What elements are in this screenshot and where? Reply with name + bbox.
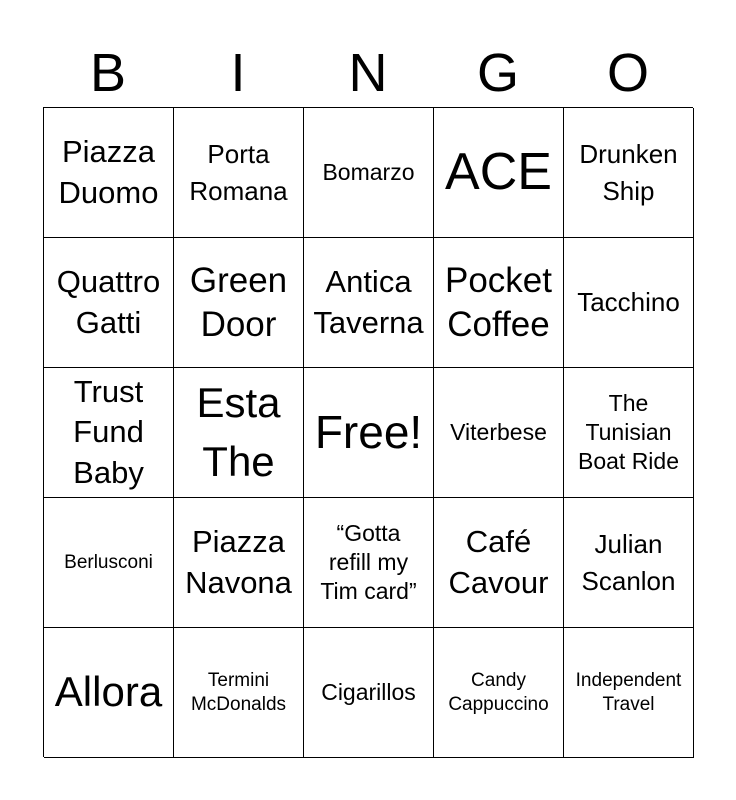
bingo-cell-r2-c4[interactable] bbox=[564, 368, 694, 498]
bingo-cell-r0-c3[interactable] bbox=[434, 108, 564, 238]
cell-text: Bomarzo bbox=[322, 159, 415, 186]
bingo-cell-r0-c4[interactable] bbox=[564, 108, 694, 238]
cell-text: Café Cavour bbox=[448, 524, 549, 600]
bingo-cell-r3-c4[interactable] bbox=[564, 498, 694, 628]
bingo-cell-r1-c1[interactable] bbox=[174, 238, 304, 368]
bingo-cell-r0-c0[interactable] bbox=[44, 108, 174, 238]
bingo-cell-r4-c3[interactable] bbox=[434, 628, 564, 758]
bingo-cell-r3-c0[interactable] bbox=[44, 498, 174, 628]
bingo-cell-r3-c1[interactable] bbox=[174, 498, 304, 628]
bingo-cell-r0-c1[interactable] bbox=[174, 108, 304, 238]
bingo-cell-r0-c2[interactable] bbox=[304, 108, 434, 238]
cell-text: Pocket Coffee bbox=[445, 260, 552, 344]
bingo-cell-r4-c0[interactable] bbox=[44, 628, 174, 758]
cell-text: Piazza Navona bbox=[185, 524, 292, 600]
header-letter-o: O bbox=[606, 43, 649, 103]
cell-text: Drunken Ship bbox=[579, 139, 678, 206]
bingo-cell-r2-c2[interactable] bbox=[304, 368, 434, 498]
cell-text: Antica Taverna bbox=[313, 264, 424, 340]
bingo-cell-r1-c0[interactable] bbox=[44, 238, 174, 368]
cell-text: Porta Romana bbox=[189, 139, 288, 206]
cell-text: Termini McDonalds bbox=[190, 669, 287, 715]
cell-text: Esta The bbox=[196, 378, 281, 485]
bingo-cell-r4-c4[interactable] bbox=[564, 628, 694, 758]
bingo-cell-r3-c3[interactable] bbox=[434, 498, 564, 628]
cell-text: Viterbese bbox=[450, 419, 547, 446]
cell-text: Cigarillos bbox=[321, 679, 416, 706]
cell-text: Candy Cappuccino bbox=[448, 669, 549, 715]
bingo-board bbox=[43, 107, 693, 757]
cell-text: Allora bbox=[54, 668, 163, 716]
bingo-header bbox=[43, 38, 693, 108]
header-letter-i: I bbox=[230, 43, 246, 103]
cell-text: The Tunisian Boat Ride bbox=[577, 390, 679, 474]
cell-text: Tacchino bbox=[577, 287, 680, 318]
bingo-cell-r4-c2[interactable] bbox=[304, 628, 434, 758]
bingo-cell-r2-c0[interactable] bbox=[44, 368, 174, 498]
header-letter-n: N bbox=[348, 43, 388, 103]
bingo-cell-r1-c3[interactable] bbox=[434, 238, 564, 368]
cell-text: “Gotta refill my Tim card” bbox=[320, 520, 417, 604]
bingo-cell-r2-c3[interactable] bbox=[434, 368, 564, 498]
cell-text: Julian Scanlon bbox=[581, 529, 676, 596]
cell-text: Green Door bbox=[189, 260, 288, 344]
bingo-cell-r1-c4[interactable] bbox=[564, 238, 694, 368]
cell-text: Piazza Duomo bbox=[58, 134, 159, 210]
bingo-cell-r3-c2[interactable] bbox=[304, 498, 434, 628]
header-letter-g: G bbox=[476, 43, 519, 103]
cell-text: Quattro Gatti bbox=[56, 264, 161, 340]
cell-text: Independent Travel bbox=[575, 669, 682, 715]
bingo-cell-r2-c1[interactable] bbox=[174, 368, 304, 498]
cell-text: Berlusconi bbox=[64, 551, 153, 573]
bingo-cell-r1-c2[interactable] bbox=[304, 238, 434, 368]
header-letter-b: B bbox=[89, 43, 127, 103]
cell-text: ACE bbox=[445, 143, 552, 202]
cell-text: Free! bbox=[314, 405, 423, 458]
cell-text: Trust Fund Baby bbox=[73, 374, 144, 490]
bingo-cell-r4-c1[interactable] bbox=[174, 628, 304, 758]
